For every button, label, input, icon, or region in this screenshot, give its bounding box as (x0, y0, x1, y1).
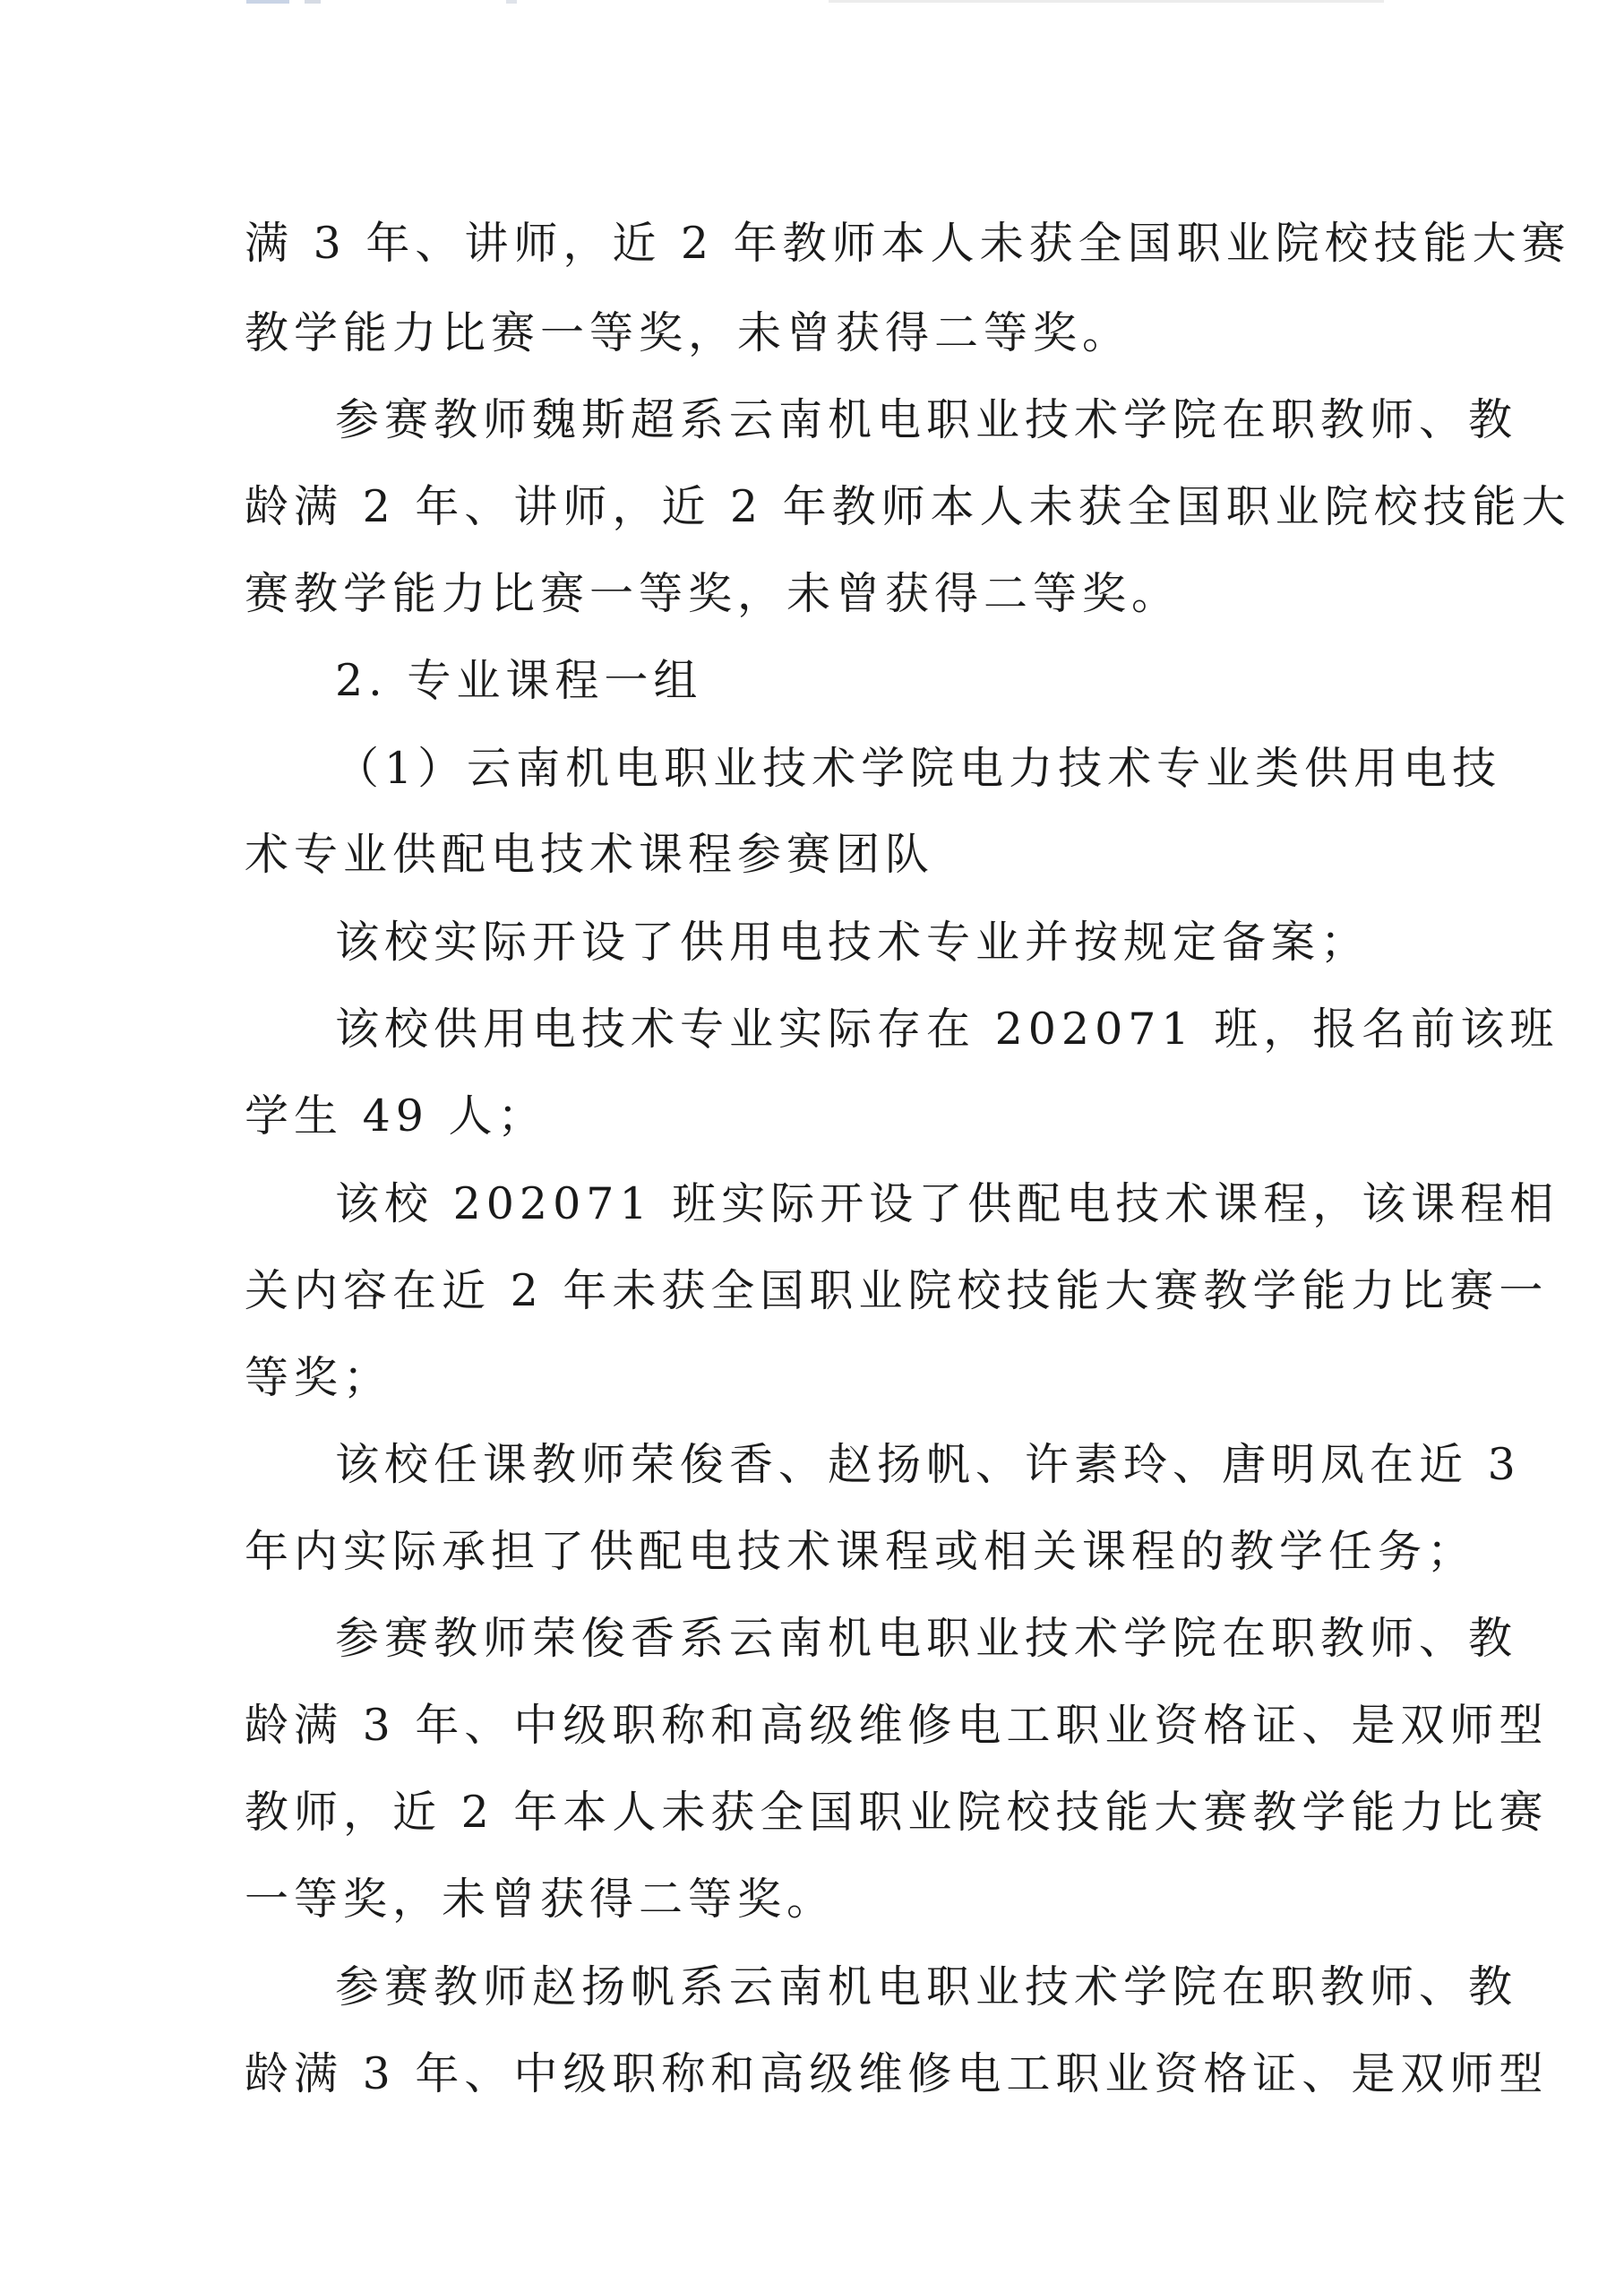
body-text-line: 年内实际承担了供配电技术课程或相关课程的教学任务； (245, 1526, 1477, 1577)
body-text-line: 关内容在近 2 年未获全国职业院校技能大赛教学能力比赛一 (245, 1265, 1549, 1316)
paragraph-first-line: 参赛教师荣俊香系云南机电职业技术学院在职教师、教 (335, 1613, 1518, 1664)
scan-edge-mark (305, 0, 321, 4)
scan-edge-mark (246, 0, 289, 4)
body-text-line: 学生 49 人； (245, 1090, 547, 1142)
body-text-line: 龄满 2 年、讲师，近 2 年教师本人未获全国职业院校技能大 (245, 481, 1571, 532)
body-text-line: 教师，近 2 年本人未获全国职业院校技能大赛教学能力比赛 (245, 1787, 1549, 1838)
paragraph-first-line: 该校任课教师荣俊香、赵扬帆、许素玲、唐明凤在近 3 (335, 1439, 1521, 1490)
scan-edge-mark (506, 0, 517, 4)
paragraph-first-line: 该校 202071 班实际开设了供配电技术课程，该课程相 (335, 1178, 1560, 1229)
body-text-line: 教学能力比赛一等奖，未曾获得二等奖。 (245, 307, 1132, 358)
paragraph-first-line: 参赛教师赵扬帆系云南机电职业技术学院在职教师、教 (335, 1961, 1518, 2012)
body-text-line: 龄满 3 年、中级职称和高级维修电工职业资格证、是双师型 (245, 2048, 1549, 2099)
paragraph-first-line: 该校实际开设了供用电技术专业并按规定备案； (335, 917, 1371, 968)
paragraph-first-line: 该校供用电技术专业实际存在 202071 班，报名前该班 (335, 1004, 1560, 1055)
paragraph-first-line: 参赛教师魏斯超系云南机电职业技术学院在职教师、教 (335, 394, 1518, 445)
section-heading: 2. 专业课程一组 (335, 655, 703, 706)
body-text-line: 等奖； (245, 1352, 393, 1403)
scan-edge-mark (829, 0, 1384, 3)
body-text-line: 一等奖，未曾获得二等奖。 (245, 1874, 837, 1925)
body-text-line: 龄满 3 年、中级职称和高级维修电工职业资格证、是双师型 (245, 1700, 1549, 1751)
subsection-heading-cont: 术专业供配电技术课程参赛团队 (245, 829, 935, 880)
subsection-heading: （1）云南机电职业技术学院电力技术专业类供用电技 (335, 743, 1502, 794)
body-text-line: 赛教学能力比赛一等奖，未曾获得二等奖。 (245, 568, 1181, 619)
body-text-line: 满 3 年、讲师，近 2 年教师本人未获全国职业院校技能大赛 (245, 218, 1571, 269)
